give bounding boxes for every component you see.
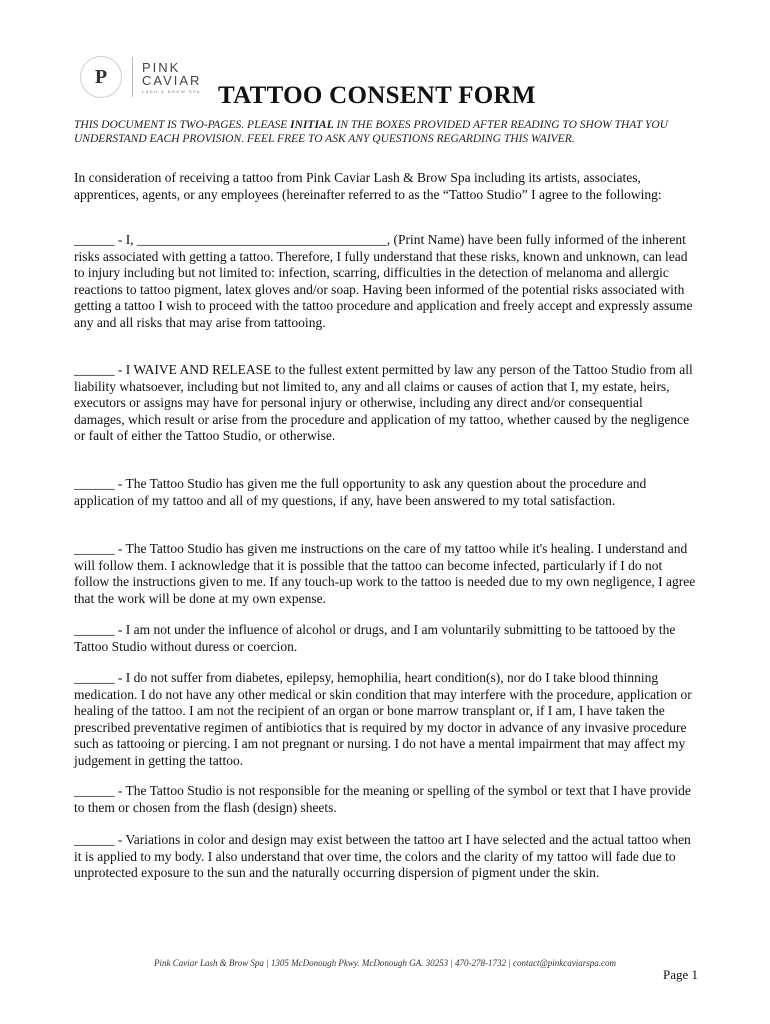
logo-line-3: LASH & BROW SPA [142, 88, 202, 94]
page-number: Page 1 [662, 967, 698, 982]
clause-care-instructions[interactable]: ______ - The Tattoo Studio has given me instructions on the care of my tattoo while it's healing. I understand and will follow them. I acknowledge that it is possible that the tattoo can become infected, particularly if I do not follow the instructions given to me. If any touch-up work to the tattoo is needed due to my own negligence, I agree that the work will be done at my own expense. [74, 541, 696, 606]
clause-risks[interactable]: ______ - I, _____________________________________, (Print Name) have been fully informed of the inherent risks associated with getting a tattoo. Therefore, I fully understand that these risks, known and unknown, can lead to injury including but not limited to: infection, scarring, difficulties in the detection of melanoma and allergic reactions to tattoo pigment, latex gloves and/or soap. Having been informed of the potential risks associated with getting a tattoo I wish to proceed with the tattoo procedure and application and freely accept and expressly assume any and all risks that may arise from tattooing. [74, 232, 693, 330]
notice-text-before: THIS DOCUMENT IS TWO-PAGES. PLEASE [74, 119, 291, 131]
logo-line-1: PINK [142, 59, 181, 75]
document-title: TATTOO CONSENT FORM [218, 82, 536, 109]
brand-logo [80, 56, 201, 98]
logo-line-2: CAVIAR [142, 72, 202, 88]
clause-no-influence[interactable]: ______ - I am not under the influence of alcohol or drugs, and I am voluntarily submitting to be tattooed by the Tattoo Studio without duress or coercion. [74, 622, 676, 654]
clause-waiver-release[interactable]: ______ - I WAIVE AND RELEASE to the fullest extent permitted by law any person of the Tattoo Studio from all liability whatsoever, including but not limited to, any and all claims or causes of action that I, my estate, heirs, executors or assigns may have for personal injury or otherwise, including any direct and/or consequential damages, which result or arise from the procedure and application of my tattoo, whether caused by the negligence or fault of either the Tattoo Studio, or otherwise. [74, 362, 693, 443]
logo-mark-icon: P [80, 56, 122, 98]
clause-questions-answered[interactable]: ______ - The Tattoo Studio has given me the full opportunity to ask any question about the procedure and application of my tattoo and all of my questions, if any, have been answered to my total satisfaction. [74, 476, 647, 508]
logo-divider [132, 57, 133, 97]
notice-text-after: IN THE BOXES PROVIDED AFTER READING TO SHOW THAT YOU UNDERSTAND EACH PROVISION. FEEL FREE TO ASK ANY QUESTIONS REGARDING THIS WAIVER. [74, 119, 668, 145]
clause-medical-conditions[interactable]: ______ - I do not suffer from diabetes, epilepsy, hemophilia, heart condition(s), nor do I take blood thinning medication. I do not have any other medical or skin condition that may interfere with the procedure, application or healing of the tattoo. I am not the recipient of an organ or bone marrow transplant or, if I am, I have taken the prescribed preventative regimen of antibiotics that is required by my doctor in advance of any invasive procedure such as tattooing or piercing. I am not pregnant or nursing. I do not have a mental impairment that may affect my judgement in getting the tattoo. [74, 670, 692, 768]
clause-variations[interactable]: ______ - Variations in color and design may exist between the tattoo art I have selected and the actual tattoo when it is applied to my body. I also understand that over time, the colors and the clarity of my tattoo will fade due to unprotected exposure to the sun and the naturally occurring dispersion of pigment under the skin. [74, 832, 691, 880]
notice-emphasis: INITIAL [290, 119, 334, 131]
instructions-notice [74, 118, 694, 146]
clause-design-responsibility[interactable]: ______ - The Tattoo Studio is not responsible for the meaning or spelling of the symbol or text that I have provide to them or chosen from the flash (design) sheets. [74, 783, 691, 815]
logo-text [142, 61, 201, 94]
intro-paragraph: In consideration of receiving a tattoo from Pink Caviar Lash & Brow Spa including its artists, associates, apprentices, agents, or any employees (hereinafter referred to as the “Tattoo Studio” I agree to the following: [74, 170, 662, 202]
page-footer: Pink Caviar Lash & Brow Spa | 1305 McDonough Pkwy. McDonough GA. 30253 | 470-278-1732 | contact@pinkcaviarspa.com [153, 958, 617, 968]
